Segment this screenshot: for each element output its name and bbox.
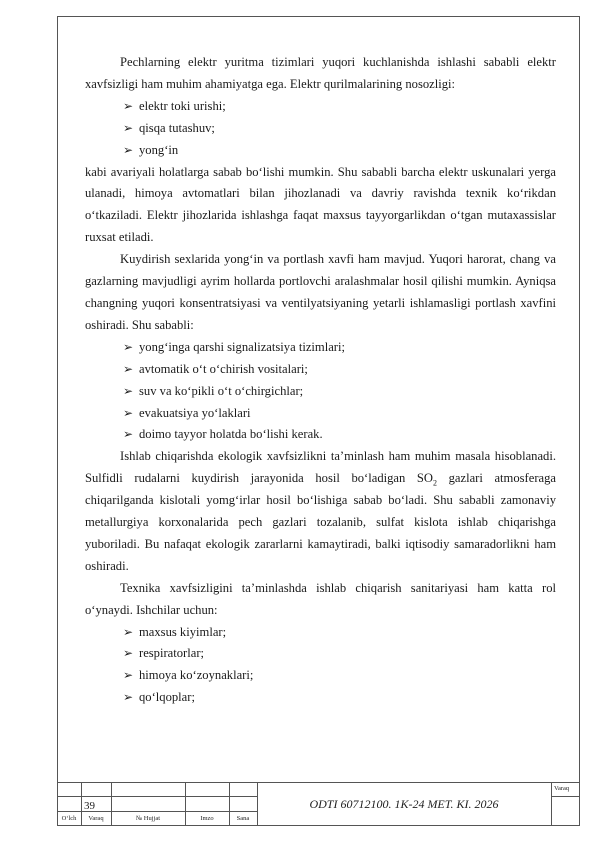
arrow-bullet-icon: ➢ xyxy=(123,383,134,398)
arrow-bullet-icon: ➢ xyxy=(123,361,134,376)
page-number: 39 xyxy=(84,800,95,812)
list-item: ➢ qo‘lqoplar; xyxy=(85,687,556,709)
bullet-list xyxy=(85,337,556,447)
arrow-bullet-icon: ➢ xyxy=(123,646,134,661)
list-item: ➢ elektr toki urishi; xyxy=(85,96,556,118)
list-item: ➢ evakuatsiya yo‘laklari xyxy=(85,403,556,425)
paragraph: Kuydirish sexlarida yong‘in va portlash xavfi ham mavjud. Yuqori harorat, chang va gazlarning mavjudligi ayrim hollarda portlovchi aralashmalar hosil qilishi mumkin. Ayniqsa changning yuqori konsentratsiyasi va ventilyatsiyaning yetarli ishlamasligi portlash xavfini oshiradi. Shu sababli: xyxy=(85,252,556,332)
bullet-list xyxy=(85,622,556,710)
paragraph: Pechlarning elektr yuritma tizimlari yuqori kuchlanishda ishlashi sababli elektr xavfsizligi ham muhim ahamiyatga ega. Elektr qurilmalarining nosozligi: xyxy=(85,55,556,91)
list-item: ➢ himoya ko‘zoynaklari; xyxy=(85,665,556,687)
list-item: ➢ qisqa tutashuv; xyxy=(85,118,556,140)
arrow-bullet-icon: ➢ xyxy=(123,142,134,157)
arrow-bullet-icon: ➢ xyxy=(123,405,134,420)
paragraph: kabi avariyali holatlarga sabab bo‘lishi mumkin. Shu sababli barcha elektr uskunalari yerga ulanadi, himoya avtomatlari bilan jihozlanadi va davriy ravishda texnik ko‘rikdan o‘tkaziladi. Elektr jihozlarida ishlashga faqat maxsus tayyorgarlikdan o‘tgan mutaxassislar ruxsat etiladi. xyxy=(85,164,556,245)
paragraph: Ishlab chiqarishda ekologik xavfsizlikni ta’minlash ham muhim masala hisoblanadi. Sulfidli rudalarni kuydirish jarayonida hosil bo‘ladigan $SO_2$ gazlari atmosferaga chiqarilganda kislotali yomg‘irlar hosil bo‘lishiga sabab bo‘ladi. Shu sababli zamonaviy metallurgiya korxonalarida pech gazlari tozalanib, sulfat kislota ishlab chiqarishga yuboriladi. Bu nafaqat ekologik zararlarni kamaytiradi, balki iqtisodiy samaradorlikni ham oshiradi. xyxy=(85,449,557,573)
col-sana-label: Sana xyxy=(236,815,250,822)
list-item: ➢ doimo tayyor holatda bo‘lishi kerak. xyxy=(85,424,556,446)
list-item: ➢ avtomatik o‘t o‘chirish vositalari; xyxy=(85,359,556,381)
arrow-bullet-icon: ➢ xyxy=(123,690,134,705)
arrow-bullet-icon: ➢ xyxy=(123,624,134,639)
document-code: ODTI 60712100. 1K-24 MET. KI. 2026 xyxy=(309,797,499,811)
list-item: ➢ maxsus kiyimlar; xyxy=(85,622,556,644)
arrow-bullet-icon: ➢ xyxy=(123,668,134,683)
col-imzo-label: Imzo xyxy=(200,815,214,822)
title-block xyxy=(57,782,580,826)
col-varaq-label: Varaq xyxy=(88,815,104,822)
arrow-bullet-icon: ➢ xyxy=(123,98,134,113)
list-item: ➢ yong‘in xyxy=(85,140,556,162)
list-item: ➢ suv va ko‘pikli o‘t o‘chirgichlar; xyxy=(85,381,556,403)
bullet-list xyxy=(85,96,556,162)
col-olch-label: O‘lch xyxy=(61,815,77,822)
arrow-bullet-icon: ➢ xyxy=(123,120,134,135)
document-body xyxy=(85,52,556,709)
list-item: ➢ yong‘inga qarshi signalizatsiya tizimlari; xyxy=(85,337,556,359)
arrow-bullet-icon: ➢ xyxy=(123,427,134,442)
list-item: ➢ respiratorlar; xyxy=(85,643,556,665)
arrow-bullet-icon: ➢ xyxy=(123,339,134,354)
col-hujjat-label: № Hujjat xyxy=(135,815,161,822)
varaq-header: Varaq xyxy=(554,785,570,792)
paragraph: Texnika xavfsizligini ta’minlashda ishlab chiqarish sanitariyasi ham katta rol o‘ynaydi. Ishchilar uchun: xyxy=(85,580,556,617)
